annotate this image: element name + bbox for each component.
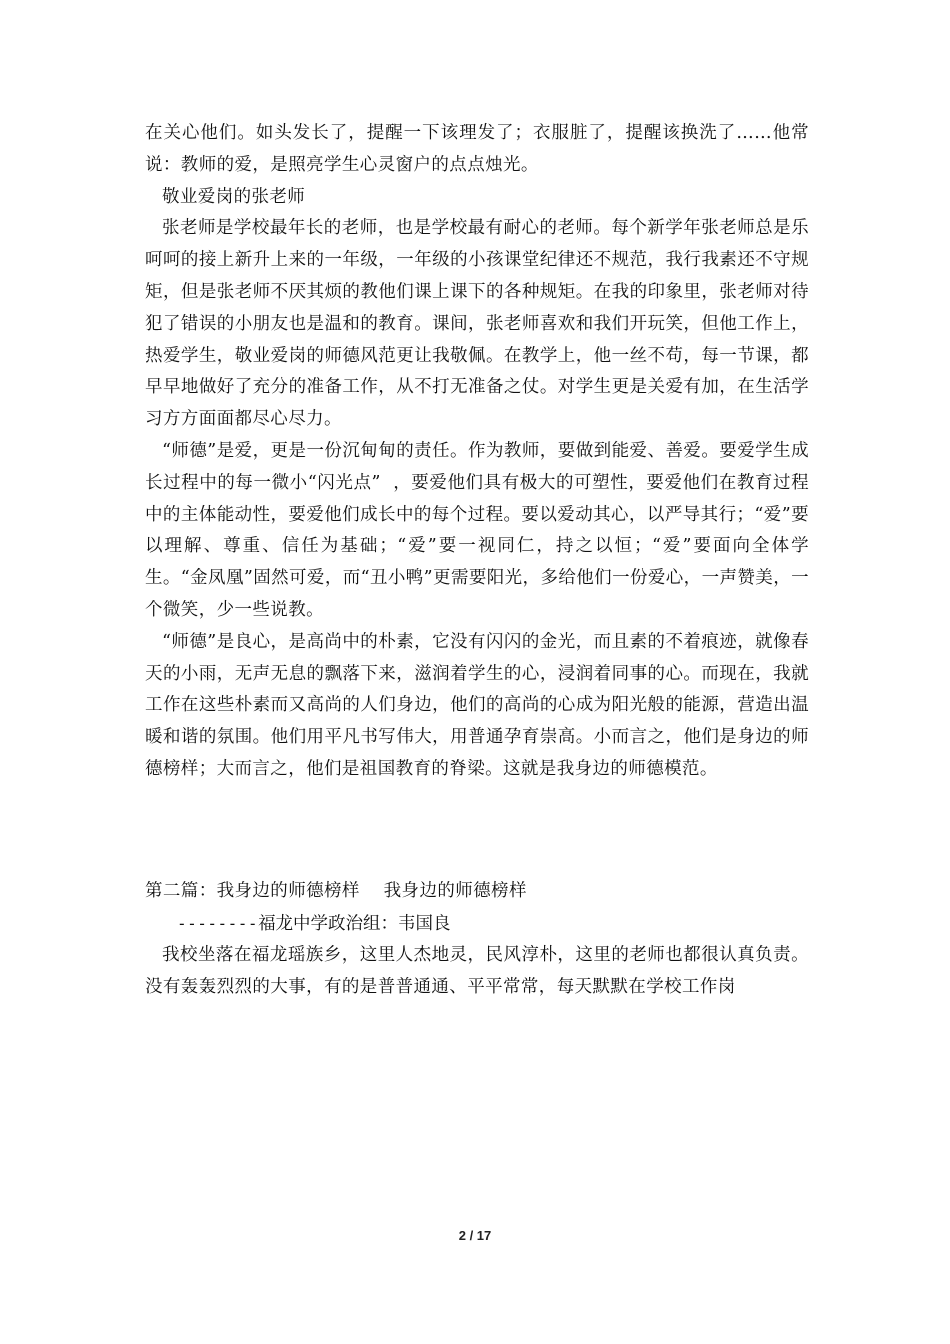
paragraph-teacher-ethics-conscience: “师德”是良心，是高尚中的朴素，它没有闪闪的金光，而且素的不着痕迹，就像春天的小雨，无声无息的飘落下来，滋润着学生的心，浸润着同事的心。而现在，我就工作在这些朴素而又高尚的人们身边，他们的高尚的心成为阳光般的能源，营造出温暖和谐的氛围。他们用平凡书写伟大，用普通孕育崇高。小而言之，他们是身边的师德榜样；大而言之，他们是祖国教育的脊梁。这就是我身边的师德模范。 bbox=[145, 631, 809, 779]
byline-dashes: -------- bbox=[177, 913, 259, 933]
paragraph-zhang-teacher: 张老师是学校最年长的老师，也是学校最有耐心的老师。每个新学年张老师总是乐呵呵的接上新升上来的一年级，一年级的小孩课堂纪律还不规范，我行我素还不守规矩，但是张老师不厌其烦的教他们课上课下的各种规矩。在我的印象里，张老师对待犯了错误的小朋友也是温和的教育。课间，张老师喜欢和我们开玩笑，但他工作上，热爱学生，敬业爱岗的师德风范更让我敬佩。在教学上，他一丝不苟，每一节课，都早早地做好了充分的准备工作，从不打无准备之仗。对学生更是关爱有加，在生活学习方方面面都尽心尽力。 bbox=[145, 218, 809, 430]
paragraph-continuation: 在关心他们。如头发长了，提醒一下该理发了；衣服脏了，提醒该换洗了……他常说：教师的爱，是照亮学生心灵窗户的点点烛光。 bbox=[145, 123, 809, 175]
second-article-byline bbox=[145, 908, 809, 941]
section-spacer bbox=[145, 786, 809, 876]
paragraph-teacher-ethics-love: “师德”是爱，更是一份沉甸甸的责任。作为教师，要做到能爱、善爱。要爱学生成长过程中的每一微小“闪光点” ，要爱他们具有极大的可塑性，要爱他们在教育过程中的主体能动性，要爱他们成长中的每个过程。要以爱动其心，以严导其行；“爱”要以理解、尊重、信任为基础；“爱”要一视同仁，持之以恒；“爱”要面向全体学生。“金凤凰”固然可爱，而“丑小鸭”更需要阳光，多给他们一份爱心，一声赞美，一个微笑，少一些说教。 bbox=[145, 440, 809, 620]
section-heading: 敬业爱岗的张老师 bbox=[162, 186, 306, 207]
second-article-title: 第二篇：我身边的师德榜样 我身边的师德榜样 bbox=[145, 880, 527, 901]
document-body bbox=[145, 118, 809, 1004]
byline-author: 福龙中学政治组：韦国良 bbox=[258, 913, 451, 934]
second-article-intro: 我校坐落在福龙瑶族乡，这里人杰地灵，民风淳朴，这里的老师也都很认真负责。没有轰轰烈烈的大事，有的是普普通通、平平常常，每天默默在学校工作岗 bbox=[145, 945, 809, 998]
page-number: 2 / 17 bbox=[458, 1228, 492, 1243]
